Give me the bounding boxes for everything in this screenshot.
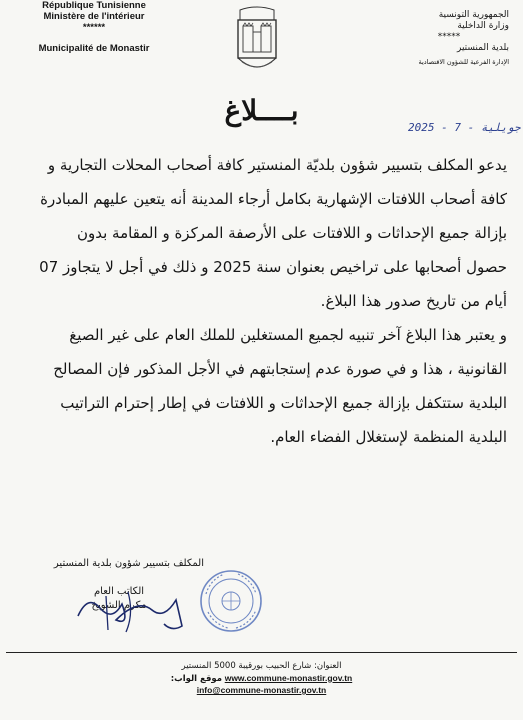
monastir-emblem-icon xyxy=(232,6,282,78)
header-arabic xyxy=(349,10,509,68)
footer-email-link[interactable]: info@commune-monastir.gov.tn xyxy=(196,685,327,695)
signature-role: المكلف بتسيير شؤون بلدية المنستير xyxy=(53,558,204,569)
header-fr-republic: République Tunisienne xyxy=(42,0,146,11)
header-french xyxy=(14,0,174,54)
notice-title: بــــلاغ xyxy=(224,94,299,127)
header-ar-republic: الجمهورية التونسية xyxy=(438,10,509,20)
footer-divider xyxy=(6,652,517,653)
notice-date: 2025 - 7 - جويلية xyxy=(408,121,521,134)
handwritten-signature-icon xyxy=(68,586,198,636)
header-fr-stars: ****** xyxy=(82,22,106,33)
header-ar-municipality: بلدية المنستير xyxy=(457,43,509,53)
footer-website-label: موقع الواب: xyxy=(170,673,222,684)
header-fr-municipality: Municipalité de Monastir xyxy=(38,43,150,54)
signature-name: مكرم الشويخ xyxy=(91,600,147,611)
notice-paragraph-2: و يعتبر هذا البلاغ آخر تنبيه لجميع المستغلين للملك العام على غير الصيغ القانونية ، هذا و في صورة عدم إستجابتهم في الأجل المذكور فإن المصالح البلدية ستتكفل بإزالة جميع الإحداثات و اللافتات في إطار إحترام التراتيب البلدية المنظمة لإستغلال الفضاء العام. xyxy=(53,326,507,446)
header-ar-department: الإدارة الفرعية للشؤون الاقتصادية xyxy=(418,58,509,66)
footer-website-link[interactable]: www.commune-monastir.gov.tn xyxy=(224,672,353,683)
signature-title: الكاتب العام xyxy=(93,586,145,597)
notice-paragraph-1: يدعو المكلف بتسيير شؤون بلديّة المنستير كافة أصحاب المحلات التجارية و كافة أصحاب اللافتات الإشهارية بكامل أرجاء المدينة أنه يتعين عليهم المبادرة بإزالة جميع الإحداثات و اللافتات على الأرصفة المركزة و المقامة بدون حصول أصحابها على تراخيص بعنوان سنة 2025 و ذلك في أجل لا يتجاوز 07 أيام من تاريخ صدور هذا البلاغ. xyxy=(39,156,507,310)
header-ar-ministry: وزارة الداخلية xyxy=(457,21,509,31)
header-fr-ministry: Ministère de l'intérieur xyxy=(43,11,145,22)
notice-body xyxy=(34,148,507,454)
footer-website-line xyxy=(0,673,523,686)
official-stamp-icon xyxy=(198,568,264,634)
footer-address: العنوان: شارع الحبيب بورقيبة 5000 المنستير xyxy=(181,661,342,671)
header-ar-stars: ***** xyxy=(437,32,461,42)
footer xyxy=(0,661,523,697)
